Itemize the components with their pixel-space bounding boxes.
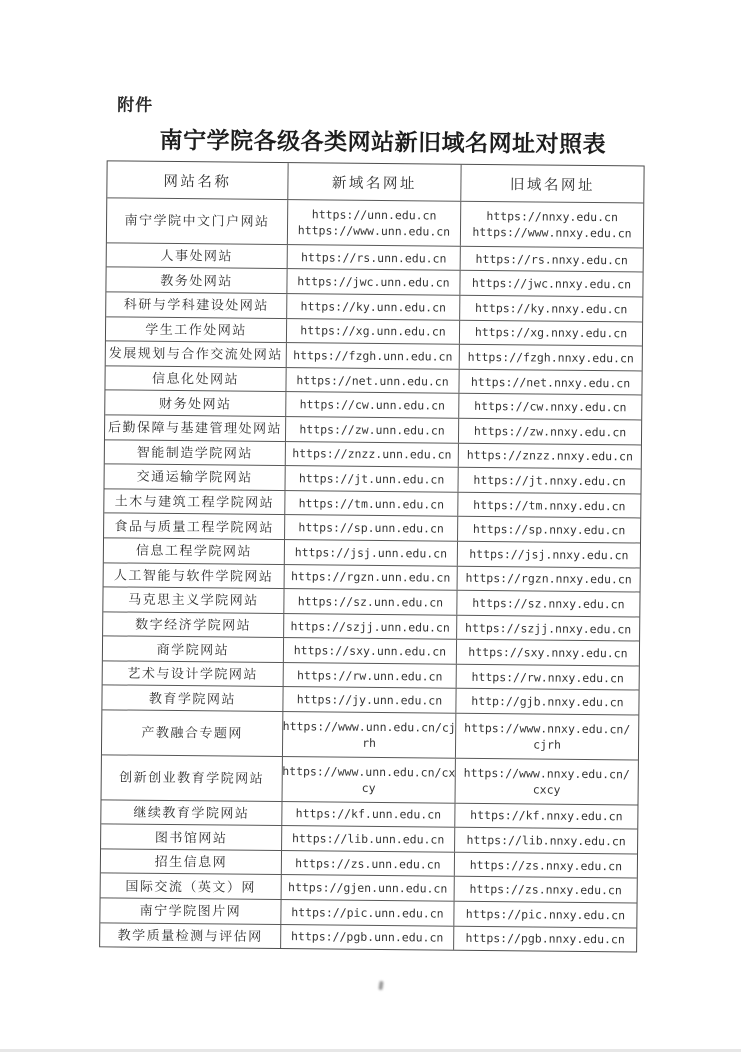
old-url-cell: https://szjj.nnxy.edu.cn <box>465 620 632 636</box>
site-name-cell: 南宁学院图片网 <box>100 898 281 923</box>
page-title: 南宁学院各级各类网站新旧域名网址对照表 <box>159 126 607 158</box>
site-name-cell: 教育学院网站 <box>102 686 283 711</box>
new-url-cell: https://sz.unn.edu.cn <box>284 589 457 614</box>
table-row <box>102 755 638 805</box>
new-url-cell: https://pic.unn.edu.cn <box>281 900 454 925</box>
old-url-cell: https://xg.nnxy.edu.cn <box>474 325 628 341</box>
old-url-cell: https://sz.nnxy.edu.cn <box>472 595 625 612</box>
new-url-cell: https://jt.unn.edu.cn <box>286 466 459 491</box>
new-url-cell: https://znzz.unn.edu.cn <box>286 442 459 467</box>
site-name-cell: 数字经济学院网站 <box>103 612 284 637</box>
site-name-cell: 教务处网站 <box>106 268 287 293</box>
old-url-cell: https://znzz.nnxy.edu.cn <box>466 448 633 464</box>
new-url-cell: https://sxy.unn.edu.cn <box>284 638 457 663</box>
new-url-cell: https://rgzn.unn.edu.cn <box>285 565 458 590</box>
old-url-cell: https://www.nnxy.edu.cn/ cxcy <box>463 765 630 797</box>
site-name-cell: 信息工程学院网站 <box>104 538 285 563</box>
new-url-cell: https://cw.unn.edu.cn <box>286 392 459 417</box>
old-url-cell: https://rw.nnxy.edu.cn <box>471 669 624 686</box>
new-url-cell: https://gjen.unn.edu.cn <box>282 876 455 901</box>
site-name-cell: 土木与建筑工程学院网站 <box>104 489 285 514</box>
new-url-cell: https://net.unn.edu.cn <box>286 368 459 393</box>
site-name-cell: 创新创业教育学院网站 <box>102 755 283 801</box>
table-row <box>107 198 643 248</box>
column-header-old-url: 旧域名网址 <box>509 176 596 194</box>
site-name-cell: 南宁学院中文门户网站 <box>107 198 288 244</box>
site-name-cell: 图书馆网站 <box>101 825 282 850</box>
new-url-cell: https://zs.unn.edu.cn <box>282 851 455 876</box>
new-url-cell: https://www.unn.edu.cn/cx cy <box>283 757 456 802</box>
new-url-cell: https://jsj.unn.edu.cn <box>285 540 458 565</box>
old-url-cell: https://zs.nnxy.edu.cn <box>469 857 623 873</box>
old-url-cell: https://tm.nnxy.edu.cn <box>473 497 626 513</box>
old-url-cell: https://lib.nnxy.edu.cn <box>466 832 626 849</box>
new-url-cell: https://unn.edu.cn https://www.unn.edu.cn <box>288 200 461 245</box>
site-name-cell: 商学院网站 <box>103 637 284 662</box>
site-name-cell: 艺术与设计学院网站 <box>103 661 284 686</box>
domain-comparison-table <box>99 160 645 952</box>
site-name-cell: 产教融合专题网 <box>102 710 283 756</box>
old-url-cell: https://sp.nnxy.edu.cn <box>472 521 626 538</box>
old-url-cell: https://rs.nnxy.edu.cn <box>475 251 628 267</box>
site-name-cell: 财务处网站 <box>105 391 286 416</box>
old-url-cell: https://zw.nnxy.edu.cn <box>473 423 627 440</box>
site-name-cell: 人事处网站 <box>107 243 288 268</box>
site-name-cell: 后勤保障与基建管理处网站 <box>105 415 286 440</box>
site-name-cell: 发展规划与合作交流处网站 <box>106 342 287 367</box>
old-url-cell: https://jt.nnxy.edu.cn <box>473 472 626 489</box>
column-header-new-url: 新域名网址 <box>288 163 461 201</box>
site-name-cell: 食品与质量工程学院网站 <box>104 514 285 539</box>
new-url-cell: https://sp.unn.edu.cn <box>285 515 458 540</box>
attachment-label: 附件 <box>117 95 154 115</box>
old-url-cell: https://jsj.nnxy.edu.cn <box>469 546 629 563</box>
old-url-cell: https://rgzn.nnxy.edu.cn <box>465 571 632 587</box>
new-url-cell: https://fzgh.unn.edu.cn <box>287 343 460 368</box>
table-body <box>100 198 643 951</box>
table-row <box>102 710 638 760</box>
site-name-cell: 信息化处网站 <box>105 366 286 391</box>
new-url-cell: https://tm.unn.edu.cn <box>285 491 458 516</box>
site-name-cell: 国际交流（英文）网 <box>101 874 282 899</box>
old-url-cell: https://sxy.nnxy.edu.cn <box>468 644 628 661</box>
old-url-cell: https://net.nnxy.edu.cn <box>470 374 631 390</box>
old-url-cell: http://gjb.nnxy.edu.cn <box>471 694 624 710</box>
site-name-cell: 学生工作处网站 <box>106 317 287 342</box>
table-row <box>100 923 636 952</box>
new-url-cell: https://pgb.unn.edu.cn <box>281 925 454 950</box>
table-header-row <box>107 161 643 203</box>
new-url-cell: https://zw.unn.edu.cn <box>286 417 459 442</box>
column-header-site-name: 网站名称 <box>107 161 288 199</box>
site-name-cell: 科研与学科建设处网站 <box>106 292 287 317</box>
new-url-cell: https://kf.unn.edu.cn <box>282 802 455 827</box>
old-url-cell: https://jwc.nnxy.edu.cn <box>471 276 632 292</box>
new-url-cell: https://rw.unn.edu.cn <box>284 663 457 688</box>
new-url-cell: https://jy.unn.edu.cn <box>283 688 456 713</box>
site-name-cell: 交通运输学院网站 <box>105 464 286 489</box>
old-url-cell: https://ky.nnxy.edu.cn <box>475 300 628 317</box>
document-page <box>96 93 648 952</box>
old-url-cell: https://fzgh.nnxy.edu.cn <box>467 349 634 366</box>
new-url-cell: https://www.unn.edu.cn/cj rh <box>283 712 456 757</box>
site-name-cell: 马克思主义学院网站 <box>103 587 284 612</box>
old-url-cell: https://nnxy.edu.cn https://www.nnxy.edu.cn <box>472 208 632 241</box>
new-url-cell: https://xg.unn.edu.cn <box>287 319 460 344</box>
old-url-cell: https://kf.nnxy.edu.cn <box>470 808 623 824</box>
site-name-cell: 招生信息网 <box>101 849 282 874</box>
old-url-cell: https://www.nnxy.edu.cn/ cjrh <box>464 720 631 752</box>
old-url-cell: https://pgb.nnxy.edu.cn <box>465 931 625 947</box>
new-url-cell: https://jwc.unn.edu.cn <box>287 269 460 294</box>
site-name-cell: 人工智能与软件学院网站 <box>104 563 285 588</box>
site-name-cell: 继续教育学院网站 <box>101 800 282 825</box>
new-url-cell: https://rs.unn.edu.cn <box>288 245 461 270</box>
old-url-cell: https://zs.nnxy.edu.cn <box>469 882 622 898</box>
site-name-cell: 教学质量检测与评估网 <box>100 923 281 948</box>
scan-artifact-speck <box>378 981 383 990</box>
new-url-cell: https://lib.unn.edu.cn <box>282 826 455 851</box>
site-name-cell: 智能制造学院网站 <box>105 440 286 465</box>
new-url-cell: https://szjj.unn.edu.cn <box>284 614 457 639</box>
old-url-cell: https://pic.nnxy.edu.cn <box>465 906 626 923</box>
new-url-cell: https://ky.unn.edu.cn <box>287 294 460 319</box>
old-url-cell: https://cw.nnxy.edu.cn <box>474 399 627 415</box>
